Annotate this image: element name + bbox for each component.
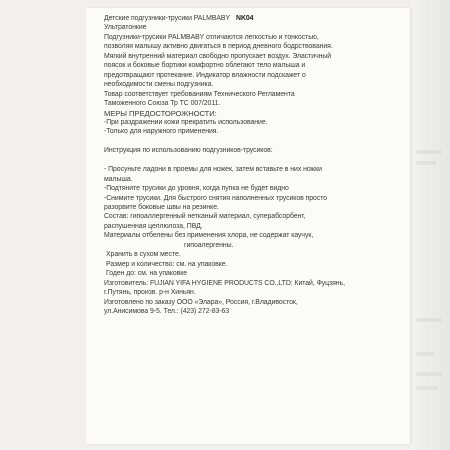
background-edge: [410, 0, 450, 450]
storage-line: Хранить в сухом месте.: [106, 251, 181, 259]
instruction-step: - Просуньте ладони в проемы для ножек, затем вставьте в них ножки: [104, 166, 322, 174]
manufacturer-line: г.Путянь, произв. р-н Хиньян.: [104, 289, 196, 297]
manufacturer-line: Изготовитель: FUJIAN YIFA HYGIENE PRODUCTS CO.,LTD: Китай, Фуцзянь,: [104, 279, 345, 287]
ghost-text: [416, 386, 438, 390]
precautions-heading: МЕРЫ ПРЕДОСТОРОЖНОСТИ:: [104, 108, 217, 118]
product-code: NK04: [236, 15, 254, 22]
ghost-text: [416, 352, 434, 356]
description-line: необходимости смены подгузника.: [104, 81, 214, 89]
regulation-line: Таможенного Союза Тр ТС 007/2011.: [104, 100, 221, 108]
importer-line: Изготовлено по заказу ООО «Элара», Россия, г.Владивосток,: [104, 298, 298, 306]
instruction-step: -Подтяните трусики до уровня, когда пупка не будет видно: [104, 185, 289, 193]
spacer: [104, 137, 410, 146]
description-line: Мягкий внутренний материал свободно пропускает воздух. Эластичный: [104, 52, 332, 60]
instructions-heading: Инструкция по использованию подгузников-трусиков:: [104, 147, 273, 155]
precaution-item: -При раздражении кожи прекратить использование.: [104, 118, 268, 126]
label-body: [104, 14, 410, 316]
product-title: Детские подгузники-трусики PALMBABY: [104, 15, 231, 22]
composition-line: Состав: гипоаллергенный нетканый материал, суперабсорбент,: [104, 213, 306, 221]
size-quantity-line: Размер и количество: см. на упаковке.: [106, 260, 228, 268]
product-subtitle: Ультратонкие: [104, 24, 147, 32]
materials-line: гипоалергенны.: [184, 241, 234, 249]
materials-line: Материалы отбелены без применения хлора, не содержат каучук,: [104, 232, 314, 240]
label-sheet: [86, 8, 410, 444]
instruction-step: малыша.: [104, 175, 133, 183]
description-line: поясок и боковые бортики комфортно облегают тело малыша и: [104, 62, 306, 70]
instruction-step: разорвите боковые швы на резинке.: [104, 204, 219, 212]
ghost-text: [416, 161, 436, 165]
description-line: позволяя малышу активно двигаться в период дневного бодрствования.: [104, 43, 333, 51]
ghost-text: [416, 372, 442, 376]
description-line: предотвращают протекание. Индикатор влажности подскажет о: [104, 71, 306, 79]
ghost-text: [416, 150, 442, 154]
precaution-item: -Только для наружного применения.: [104, 128, 219, 136]
regulation-line: Товар соответствует требованиям Технического Регламента: [104, 90, 295, 98]
composition-line: распушенная целлюлоза, ПВД.: [104, 222, 203, 230]
ghost-text: [416, 318, 442, 322]
spacer: [104, 156, 410, 165]
instruction-step: -Снимите трусики. Для быстрого снятия наполненных трусиков просто: [104, 194, 328, 202]
description-line: Подгузники-трусики PALMBABY отличаются легкостью и тонкостью,: [104, 33, 319, 41]
importer-line: ул.Анисимова 9-5. Тел.: (423) 272-83-63: [104, 308, 230, 316]
expiry-line: Годен до: см. на упаковке: [106, 270, 188, 278]
label-header: [104, 14, 410, 23]
